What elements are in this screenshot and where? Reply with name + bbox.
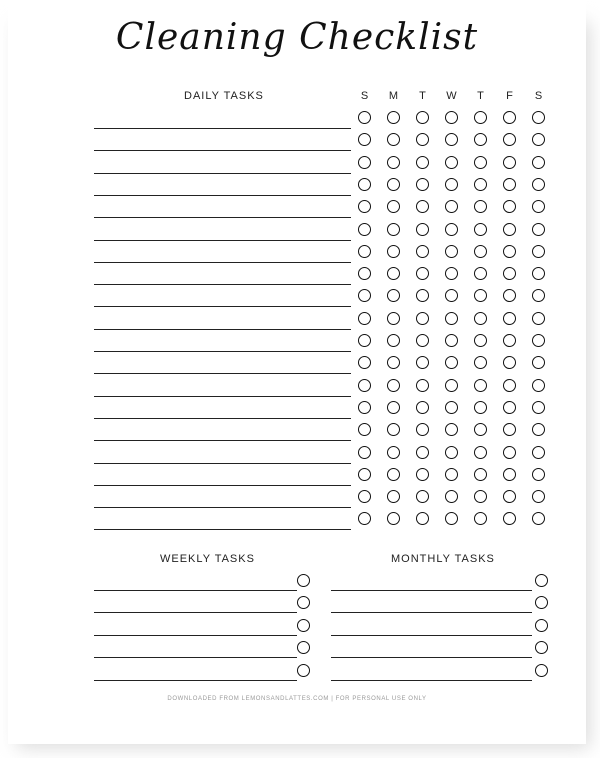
daily-checkbox[interactable] — [387, 468, 400, 481]
daily-checkbox[interactable] — [387, 512, 400, 525]
daily-task-line[interactable] — [94, 463, 351, 464]
daily-checkbox[interactable] — [358, 423, 371, 436]
daily-checkbox[interactable] — [503, 200, 516, 213]
daily-checkbox[interactable] — [445, 111, 458, 124]
daily-checkbox[interactable] — [358, 512, 371, 525]
monthly-task-line[interactable] — [331, 635, 532, 636]
daily-checkbox[interactable] — [445, 289, 458, 302]
daily-checkbox[interactable] — [358, 490, 371, 503]
daily-checkbox[interactable] — [474, 245, 487, 258]
daily-task-line[interactable] — [94, 329, 351, 330]
weekly-task-line[interactable] — [94, 680, 297, 681]
daily-checkbox[interactable] — [387, 133, 400, 146]
daily-checkbox[interactable] — [474, 267, 487, 280]
daily-checkbox[interactable] — [503, 267, 516, 280]
daily-checkbox[interactable] — [503, 356, 516, 369]
daily-checkbox[interactable] — [445, 356, 458, 369]
daily-checkbox[interactable] — [387, 200, 400, 213]
daily-checkbox[interactable] — [358, 334, 371, 347]
daily-checkbox[interactable] — [387, 334, 400, 347]
daily-checkbox[interactable] — [474, 312, 487, 325]
daily-checkbox[interactable] — [532, 490, 545, 503]
daily-checkbox[interactable] — [358, 289, 371, 302]
daily-checkbox[interactable] — [416, 289, 429, 302]
daily-checkbox[interactable] — [474, 356, 487, 369]
daily-task-line[interactable] — [94, 128, 351, 129]
daily-checkbox[interactable] — [532, 446, 545, 459]
monthly-tasks-label: MONTHLY TASKS — [391, 553, 495, 565]
daily-checkbox[interactable] — [532, 379, 545, 392]
daily-checkbox[interactable] — [532, 423, 545, 436]
daily-checkbox[interactable] — [358, 223, 371, 236]
daily-checkbox[interactable] — [532, 289, 545, 302]
daily-checkbox[interactable] — [503, 245, 516, 258]
daily-checkbox[interactable] — [387, 245, 400, 258]
monthly-checkbox[interactable] — [535, 641, 548, 654]
monthly-checkbox[interactable] — [535, 574, 548, 587]
daily-checkbox[interactable] — [532, 401, 545, 414]
daily-checkbox[interactable] — [358, 111, 371, 124]
daily-checkbox[interactable] — [503, 111, 516, 124]
weekly-checkbox[interactable] — [297, 641, 310, 654]
weekly-task-line[interactable] — [94, 612, 297, 613]
daily-task-line[interactable] — [94, 418, 351, 419]
daily-task-line[interactable] — [94, 396, 351, 397]
daily-checkbox[interactable] — [416, 401, 429, 414]
daily-checkbox[interactable] — [474, 512, 487, 525]
daily-checkbox[interactable] — [503, 133, 516, 146]
daily-task-line[interactable] — [94, 150, 351, 151]
weekly-tasks-label: WEEKLY TASKS — [160, 553, 255, 565]
daily-checkbox[interactable] — [445, 133, 458, 146]
daily-checkbox[interactable] — [445, 178, 458, 191]
monthly-checkbox[interactable] — [535, 596, 548, 609]
daily-task-line[interactable] — [94, 262, 351, 263]
daily-checkbox[interactable] — [358, 178, 371, 191]
daily-checkbox[interactable] — [358, 312, 371, 325]
weekly-checkbox[interactable] — [297, 664, 310, 677]
daily-checkbox[interactable] — [474, 401, 487, 414]
daily-checkbox[interactable] — [532, 133, 545, 146]
daily-checkbox[interactable] — [474, 111, 487, 124]
daily-checkbox[interactable] — [474, 446, 487, 459]
daily-checkbox[interactable] — [474, 289, 487, 302]
daily-checkbox[interactable] — [387, 223, 400, 236]
monthly-task-line[interactable] — [331, 590, 532, 591]
daily-checkbox[interactable] — [416, 490, 429, 503]
daily-checkbox[interactable] — [416, 133, 429, 146]
daily-checkbox[interactable] — [387, 446, 400, 459]
daily-checkbox[interactable] — [387, 111, 400, 124]
daily-checkbox[interactable] — [416, 446, 429, 459]
daily-task-line[interactable] — [94, 173, 351, 174]
daily-checkbox[interactable] — [445, 446, 458, 459]
daily-checkbox[interactable] — [474, 468, 487, 481]
daily-checkbox[interactable] — [503, 468, 516, 481]
daily-checkbox[interactable] — [503, 289, 516, 302]
daily-checkbox[interactable] — [358, 401, 371, 414]
daily-checkbox[interactable] — [532, 468, 545, 481]
daily-checkbox[interactable] — [358, 133, 371, 146]
day-header: F — [506, 90, 513, 102]
weekly-checkbox[interactable] — [297, 574, 310, 587]
daily-checkbox[interactable] — [387, 490, 400, 503]
daily-checkbox[interactable] — [387, 267, 400, 280]
daily-checkbox[interactable] — [445, 379, 458, 392]
daily-checkbox[interactable] — [416, 111, 429, 124]
daily-checkbox[interactable] — [387, 379, 400, 392]
daily-checkbox[interactable] — [445, 200, 458, 213]
daily-checkbox[interactable] — [387, 289, 400, 302]
daily-task-line[interactable] — [94, 195, 351, 196]
daily-checkbox[interactable] — [358, 245, 371, 258]
daily-checkbox[interactable] — [416, 178, 429, 191]
weekly-task-line[interactable] — [94, 590, 297, 591]
daily-task-line[interactable] — [94, 485, 351, 486]
daily-task-line[interactable] — [94, 507, 351, 508]
monthly-task-line[interactable] — [331, 657, 532, 658]
daily-checkbox[interactable] — [532, 200, 545, 213]
daily-checkbox[interactable] — [387, 356, 400, 369]
daily-tasks-label: DAILY TASKS — [184, 90, 264, 102]
day-header: T — [477, 90, 484, 102]
daily-task-line[interactable] — [94, 306, 351, 307]
daily-checkbox[interactable] — [387, 178, 400, 191]
weekly-checkbox[interactable] — [297, 619, 310, 632]
monthly-task-line[interactable] — [331, 680, 532, 681]
daily-checkbox[interactable] — [358, 468, 371, 481]
daily-task-line[interactable] — [94, 373, 351, 374]
daily-checkbox[interactable] — [416, 200, 429, 213]
footer-note: DOWNLOADED FROM LEMONSANDLATTES.COM | FOR PERSONAL USE ONLY — [167, 696, 427, 702]
daily-task-line[interactable] — [94, 240, 351, 241]
daily-checkbox[interactable] — [445, 245, 458, 258]
daily-checkbox[interactable] — [416, 356, 429, 369]
daily-checkbox[interactable] — [416, 512, 429, 525]
daily-checkbox[interactable] — [474, 156, 487, 169]
daily-task-line[interactable] — [94, 217, 351, 218]
daily-checkbox[interactable] — [503, 446, 516, 459]
daily-checkbox[interactable] — [532, 312, 545, 325]
daily-checkbox[interactable] — [503, 512, 516, 525]
daily-checkbox[interactable] — [445, 490, 458, 503]
daily-checkbox[interactable] — [358, 156, 371, 169]
daily-checkbox[interactable] — [474, 133, 487, 146]
daily-checkbox[interactable] — [532, 267, 545, 280]
daily-checkbox[interactable] — [474, 490, 487, 503]
daily-task-line[interactable] — [94, 440, 351, 441]
daily-checkbox[interactable] — [445, 468, 458, 481]
daily-task-line[interactable] — [94, 351, 351, 352]
day-header: W — [446, 90, 457, 102]
daily-checkbox[interactable] — [416, 468, 429, 481]
daily-checkbox[interactable] — [416, 423, 429, 436]
daily-checkbox[interactable] — [503, 401, 516, 414]
daily-checkbox[interactable] — [532, 223, 545, 236]
daily-checkbox[interactable] — [445, 423, 458, 436]
daily-checkbox[interactable] — [416, 245, 429, 258]
daily-checkbox[interactable] — [474, 379, 487, 392]
daily-checkbox[interactable] — [532, 245, 545, 258]
daily-checkbox[interactable] — [416, 379, 429, 392]
daily-checkbox[interactable] — [445, 334, 458, 347]
daily-checkbox[interactable] — [503, 312, 516, 325]
weekly-checkbox[interactable] — [297, 596, 310, 609]
daily-checkbox[interactable] — [503, 490, 516, 503]
daily-checkbox[interactable] — [387, 156, 400, 169]
daily-checkbox[interactable] — [416, 312, 429, 325]
monthly-checkbox[interactable] — [535, 619, 548, 632]
day-header: M — [388, 90, 399, 102]
daily-checkbox[interactable] — [532, 356, 545, 369]
daily-checkbox[interactable] — [358, 446, 371, 459]
day-header: S — [534, 90, 543, 102]
daily-checkbox[interactable] — [387, 423, 400, 436]
weekly-task-line[interactable] — [94, 657, 297, 658]
daily-checkbox[interactable] — [358, 200, 371, 213]
day-header: T — [419, 90, 426, 102]
page-title: Cleaning Checklist — [115, 17, 479, 58]
daily-checkbox[interactable] — [474, 200, 487, 213]
daily-checkbox[interactable] — [503, 178, 516, 191]
daily-checkbox[interactable] — [532, 334, 545, 347]
daily-checkbox[interactable] — [532, 512, 545, 525]
daily-checkbox[interactable] — [358, 267, 371, 280]
daily-task-line[interactable] — [94, 284, 351, 285]
daily-checkbox[interactable] — [358, 356, 371, 369]
daily-checkbox[interactable] — [503, 379, 516, 392]
daily-checkbox[interactable] — [387, 401, 400, 414]
daily-checkbox[interactable] — [445, 512, 458, 525]
daily-checkbox[interactable] — [474, 423, 487, 436]
monthly-task-line[interactable] — [331, 612, 532, 613]
daily-checkbox[interactable] — [445, 156, 458, 169]
daily-checkbox[interactable] — [416, 334, 429, 347]
daily-checkbox[interactable] — [474, 334, 487, 347]
daily-checkbox[interactable] — [387, 312, 400, 325]
daily-checkbox[interactable] — [503, 423, 516, 436]
daily-checkbox[interactable] — [445, 401, 458, 414]
daily-checkbox[interactable] — [416, 156, 429, 169]
daily-checkbox[interactable] — [532, 178, 545, 191]
daily-checkbox[interactable] — [474, 178, 487, 191]
daily-checkbox[interactable] — [532, 111, 545, 124]
daily-checkbox[interactable] — [474, 223, 487, 236]
day-header: S — [360, 90, 369, 102]
daily-checkbox[interactable] — [503, 334, 516, 347]
daily-checkbox[interactable] — [416, 267, 429, 280]
daily-checkbox[interactable] — [445, 312, 458, 325]
daily-checkbox[interactable] — [503, 156, 516, 169]
daily-checkbox[interactable] — [532, 156, 545, 169]
daily-checkbox[interactable] — [503, 223, 516, 236]
daily-task-line[interactable] — [94, 529, 351, 530]
weekly-task-line[interactable] — [94, 635, 297, 636]
daily-checkbox[interactable] — [416, 223, 429, 236]
checklist-sheet — [8, 0, 586, 744]
daily-checkbox[interactable] — [445, 223, 458, 236]
monthly-checkbox[interactable] — [535, 664, 548, 677]
daily-checkbox[interactable] — [358, 379, 371, 392]
daily-checkbox[interactable] — [445, 267, 458, 280]
